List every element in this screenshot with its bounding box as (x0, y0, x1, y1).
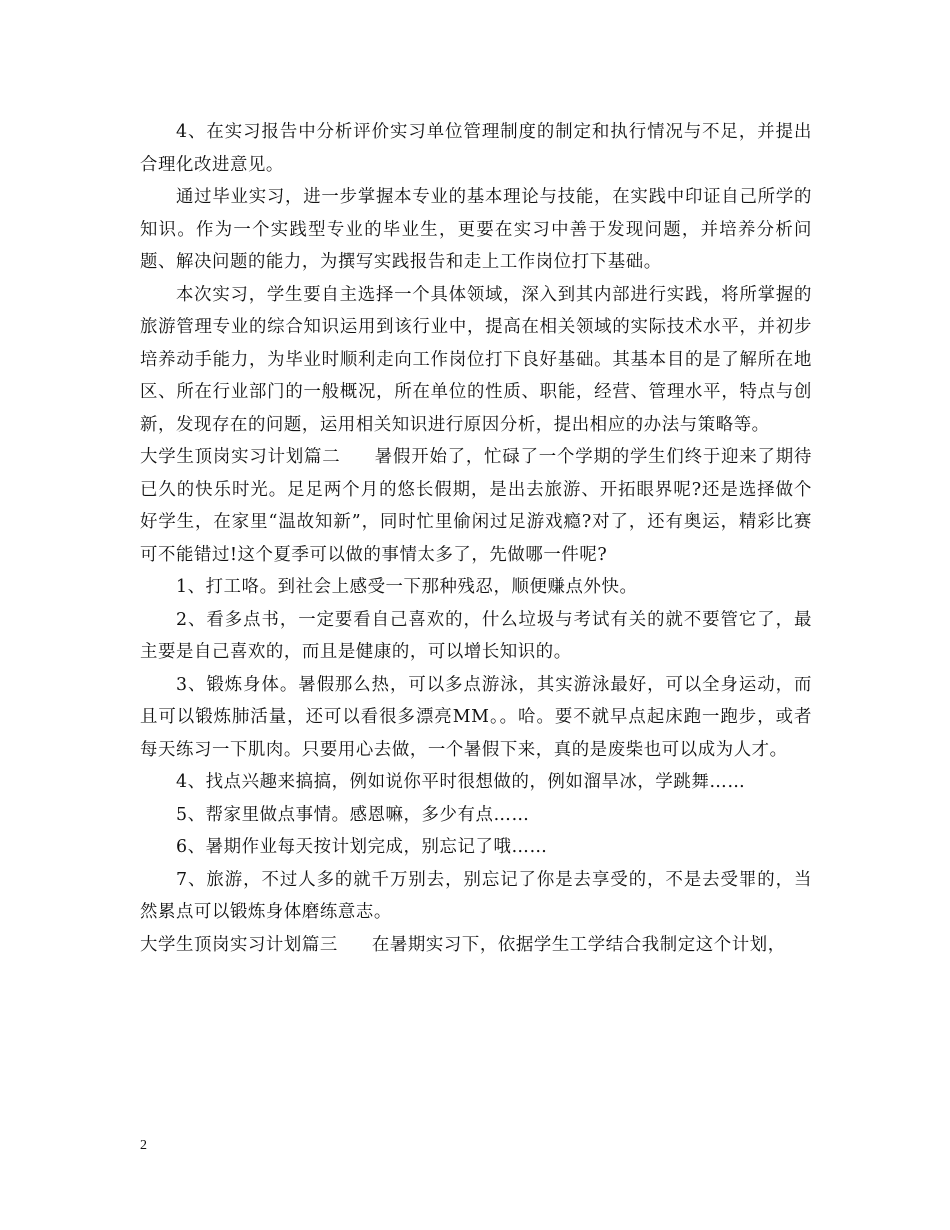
page-number: 2 (140, 1138, 147, 1153)
paragraph-graduation-internship (140, 181, 812, 279)
section-text: 暑假开始了，忙碌了一个学期的学生们终于迎来了期待已久的快乐时光。足足两个月的悠长假期，是出去旅游、开拓眼界呢?还是选择做个好学生，在家里“温故知新”，同时忙里偷闲过足游戏瘾?对了，还有奥运，精彩比赛可不能错过!这个夏季可以做的事情太多了，先做哪一件呢? (140, 447, 812, 565)
paragraph-internship-purpose (140, 279, 812, 442)
list-item-text: 4、找点兴趣来搞搞，例如说你平时很想做的，例如溜旱冰，学跳舞…… (176, 772, 746, 792)
list-item-2 (140, 604, 812, 669)
document-body (140, 116, 812, 961)
list-item-4 (140, 766, 812, 799)
paragraph-item-4 (140, 116, 812, 181)
section-title: 大学生顶岗实习计划篇三 (140, 934, 338, 955)
list-item-text: 6、暑期作业每天按计划完成，别忘记了哦…… (176, 837, 548, 857)
list-item-text: 7、旅游，不过人多的就千万别去，别忘记了你是去享受的，不是去受罪的，当然累点可以锻炼身体磨练意志。 (140, 869, 812, 922)
section-heading-paragraph-two (140, 441, 812, 571)
list-item-text: 5、帮家里做点事情。感恩嘛，多少有点…… (176, 804, 530, 825)
list-item-text: 2、看多点书，一定要看自己喜欢的，什么垃圾与考试有关的就不要管它了，最主要是自己喜欢的，而且是健康的，可以增长知识的。 (140, 609, 812, 662)
list-item-5 (140, 799, 812, 832)
section-title: 大学生顶岗实习计划篇二 (140, 447, 341, 467)
list-item-6 (140, 831, 812, 864)
paragraph-text: 通过毕业实习，进一步掌握本专业的基本理论与技能，在实践中印证自己所学的知识。作为一个实践型专业的毕业生，更要在实习中善于发现问题，并培养分析问题、解决问题的能力，为撰写实践报告和走上工作岗位打下基础。 (140, 187, 812, 272)
list-item-text: 3、锻炼身体。暑假那么热，可以多点游泳，其实游泳最好，可以全身运动，而且可以锻炼肺活量，还可以看很多漂亮MM。。哈。要不就早点起床跑一跑步，或者每天练习一下肌肉。只要用心去做，一个暑假下来，真的是废柴也可以成为人才。 (140, 674, 812, 760)
list-item-1 (140, 571, 812, 604)
list-item-3 (140, 669, 812, 767)
section-text: 在暑期实习下，依据学生工学结合我制定这个计划， (371, 934, 786, 955)
section-heading-paragraph-three (140, 929, 812, 962)
list-item-7 (140, 864, 812, 929)
paragraph-text: 本次实习，学生要自主选择一个具体领域，深入到其内部进行实践，将所掌握的旅游管理专业的综合知识运用到该行业中，提高在相关领域的实际技术水平，并初步培养动手能力，为毕业时顺利走向工作岗位打下良好基础。其基本目的是了解所在地区、所在行业部门的一般概况，所在单位的性质、职能，经营、管理水平，特点与创新，发现存在的问题，运用相关知识进行原因分析，提出相应的办法与策略等。 (140, 284, 812, 435)
list-item-text: 1、打工咯。到社会上感受一下那种残忍，顺便赚点外快。 (176, 577, 638, 597)
paragraph-text: 4、在实习报告中分析评价实习单位管理制度的制定和执行情况与不足，并提出合理化改进意见。 (140, 122, 812, 175)
